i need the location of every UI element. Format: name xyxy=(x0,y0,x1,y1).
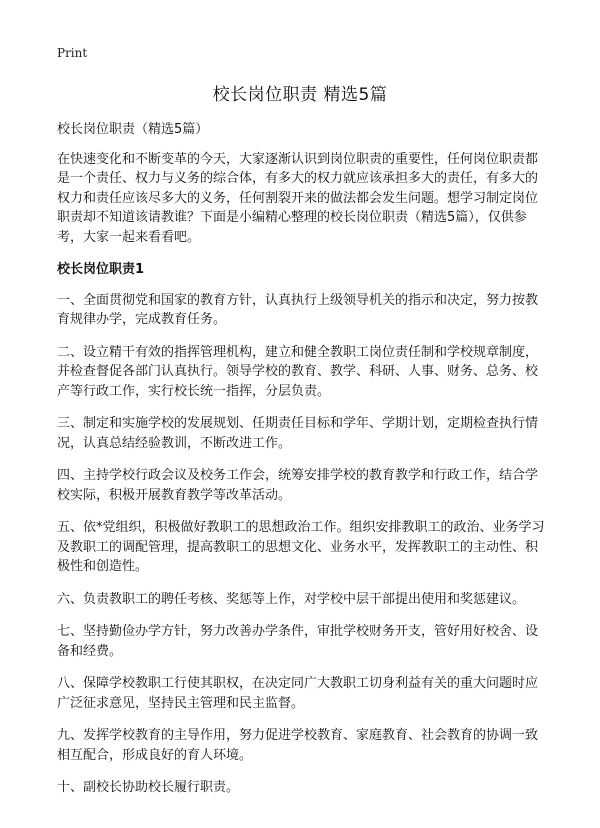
duty-item: 七、坚持勤俭办学方针，努力改善办学条件，审批学校财务开支，管好用好校舍、设备和经费。 xyxy=(57,624,539,659)
section-heading: 校长岗位职责1 xyxy=(57,262,145,277)
duty-item: 三、制定和实施学校的发展规划、任期责任目标和学年、学期计划，定期检查执行情况，认真总结经验教训，不断改进工作。 xyxy=(57,416,539,451)
duty-item: 九、发挥学校教育的主导作用，努力促进学校教育、家庭教育、社会教育的协调一致相互配合，形成良好的育人环境。 xyxy=(57,728,539,763)
duty-item: 二、设立精干有效的指挥管理机构，建立和健全教职工岗位责任制和学校规章制度，并检查督促各部门认真执行。领导学校的教育、教学、科研、人事、财务、总务、校产等行政工作，实行校长统一指挥，分层负责。 xyxy=(57,344,539,399)
duty-item: 六、负责教职工的聘任考核、奖惩等上作，对学校中层干部提出使用和奖惩建议。 xyxy=(57,591,526,607)
intro-paragraph: 在快速变化和不断变革的今天，大家逐渐认识到岗位职责的重要性，任何岗位职责都是一个责任、权力与义务的综合体，有多大的权力就应该承担多大的责任，有多大的权力和责任应该尽多大的义务，任何割裂开来的做法都会发生问题。想学习制定岗位职责却不知道该请教谁？下面是小编精心整理的校长岗位职责（精选5篇），仅供参考，大家一起来看看吧。 xyxy=(57,151,539,245)
duty-item: 八、保障学校教职工行使其职权，在决定同广大教职工切身利益有关的重大问题时应广泛征求意见，坚持民主管理和民主监督。 xyxy=(57,676,539,711)
article-subtitle: 校长岗位职责（精选5篇） xyxy=(57,122,209,137)
duty-item: 十、副校长协助校长履行职责。 xyxy=(57,780,240,795)
duty-item: 一、全面贯彻党和国家的教育方针，认真执行上级领导机关的指示和决定，努力按教育规律办学，完成教育任务。 xyxy=(57,292,539,327)
duty-item: 五、依*党组织，积极做好教职工的思想政治工作。组织安排教职工的政治、业务学习及教职工的调配管理，提高教职工的思想文化、业务水平，发挥教职工的主动性、积极性和创造性。 xyxy=(57,520,545,574)
duty-item: 四、主持学校行政会议及校务工作会，统筹安排学校的教育教学和行政工作，结合学校实际，积极开展教育教学等改革活动。 xyxy=(57,468,539,503)
duty-list xyxy=(57,291,547,798)
print-link[interactable]: Print xyxy=(57,46,88,60)
article-body xyxy=(57,120,547,811)
page-title: 校长岗位职责 精选5篇 xyxy=(212,85,388,105)
